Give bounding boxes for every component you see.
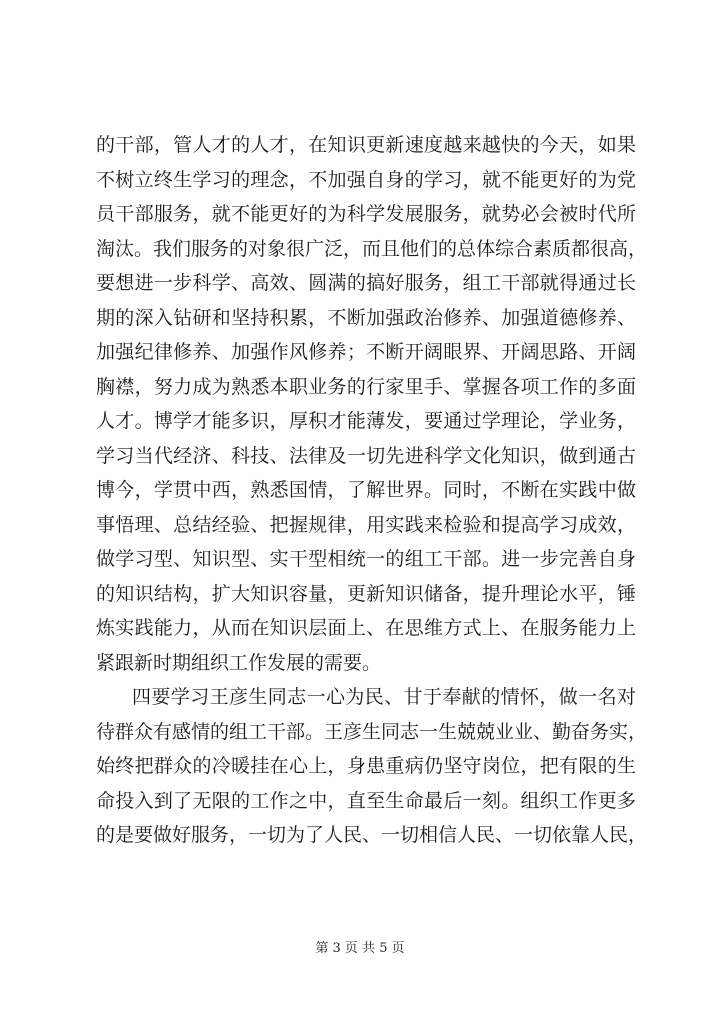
text-line: 胸襟，努力成为熟悉本职业务的行家里手、掌握各项工作的多面: [96, 375, 636, 398]
text-line: 待群众有感情的组工干部。王彦生同志一生兢兢业业、勤奋务实，: [96, 720, 648, 743]
page-number-footer: 第 3 页 共 5 页: [315, 941, 405, 956]
text-line: 紧跟新时期组织工作发展的需要。: [96, 651, 382, 674]
text-line: 淘汰。我们服务的对象很广泛，而且他们的总体综合素质都很高，: [96, 237, 648, 260]
text-line: 期的深入钻研和坚持积累，不断加强政治修养、加强道德修养、: [96, 306, 636, 329]
text-line: 始终把群众的冷暖挂在心上，身患重病仍坚守岗位，把有限的生: [96, 755, 636, 777]
text-line: 博今，学贯中西，熟悉国情，了解世界。同时，不断在实践中做: [96, 479, 636, 501]
text-line: 员干部服务，就不能更好的为科学发展服务，就势必会被时代所: [96, 203, 636, 225]
paragraph-2: [96, 680, 648, 853]
text-line: 四要学习王彦生同志一心为民、甘于奉献的情怀，做一名对: [132, 686, 636, 708]
text-line: 加强纪律修养、加强作风修养；不断开阔眼界、开阔思路、开阔: [96, 341, 636, 363]
body-text: [96, 128, 648, 853]
text-line: 的干部，管人才的人才，在知识更新速度越来越快的今天，如果: [96, 134, 636, 156]
text-line: 的是要做好服务，一切为了人民、一切相信人民、一切依靠人民，: [96, 824, 648, 846]
text-line: 命投入到了无限的工作之中，直至生命最后一刻。组织工作更多: [96, 789, 636, 812]
text-line: 学习当代经济、科技、法律及一切先进科学文化知识，做到通古: [96, 444, 636, 467]
paragraph-1: [96, 128, 648, 680]
text-line: 人才。博学才能多识，厚积才能薄发，要通过学理论，学业务，: [96, 410, 636, 432]
text-line: 炼实践能力，从而在知识层面上、在思维方式上、在服务能力上: [96, 617, 636, 639]
text-line: 做学习型、知识型、实干型相统一的组工干部。进一步完善自身: [96, 548, 636, 570]
text-line: 不树立终生学习的理念，不加强自身的学习，就不能更好的为党: [96, 168, 636, 191]
text-line: 要想进一步科学、高效、圆满的搞好服务，组工干部就得通过长: [96, 272, 636, 294]
text-line: 事悟理、总结经验、把握规律，用实践来检验和提高学习成效，: [96, 513, 636, 536]
text-line: 的知识结构，扩大知识容量，更新知识储备，提升理论水平，锤: [96, 582, 636, 605]
